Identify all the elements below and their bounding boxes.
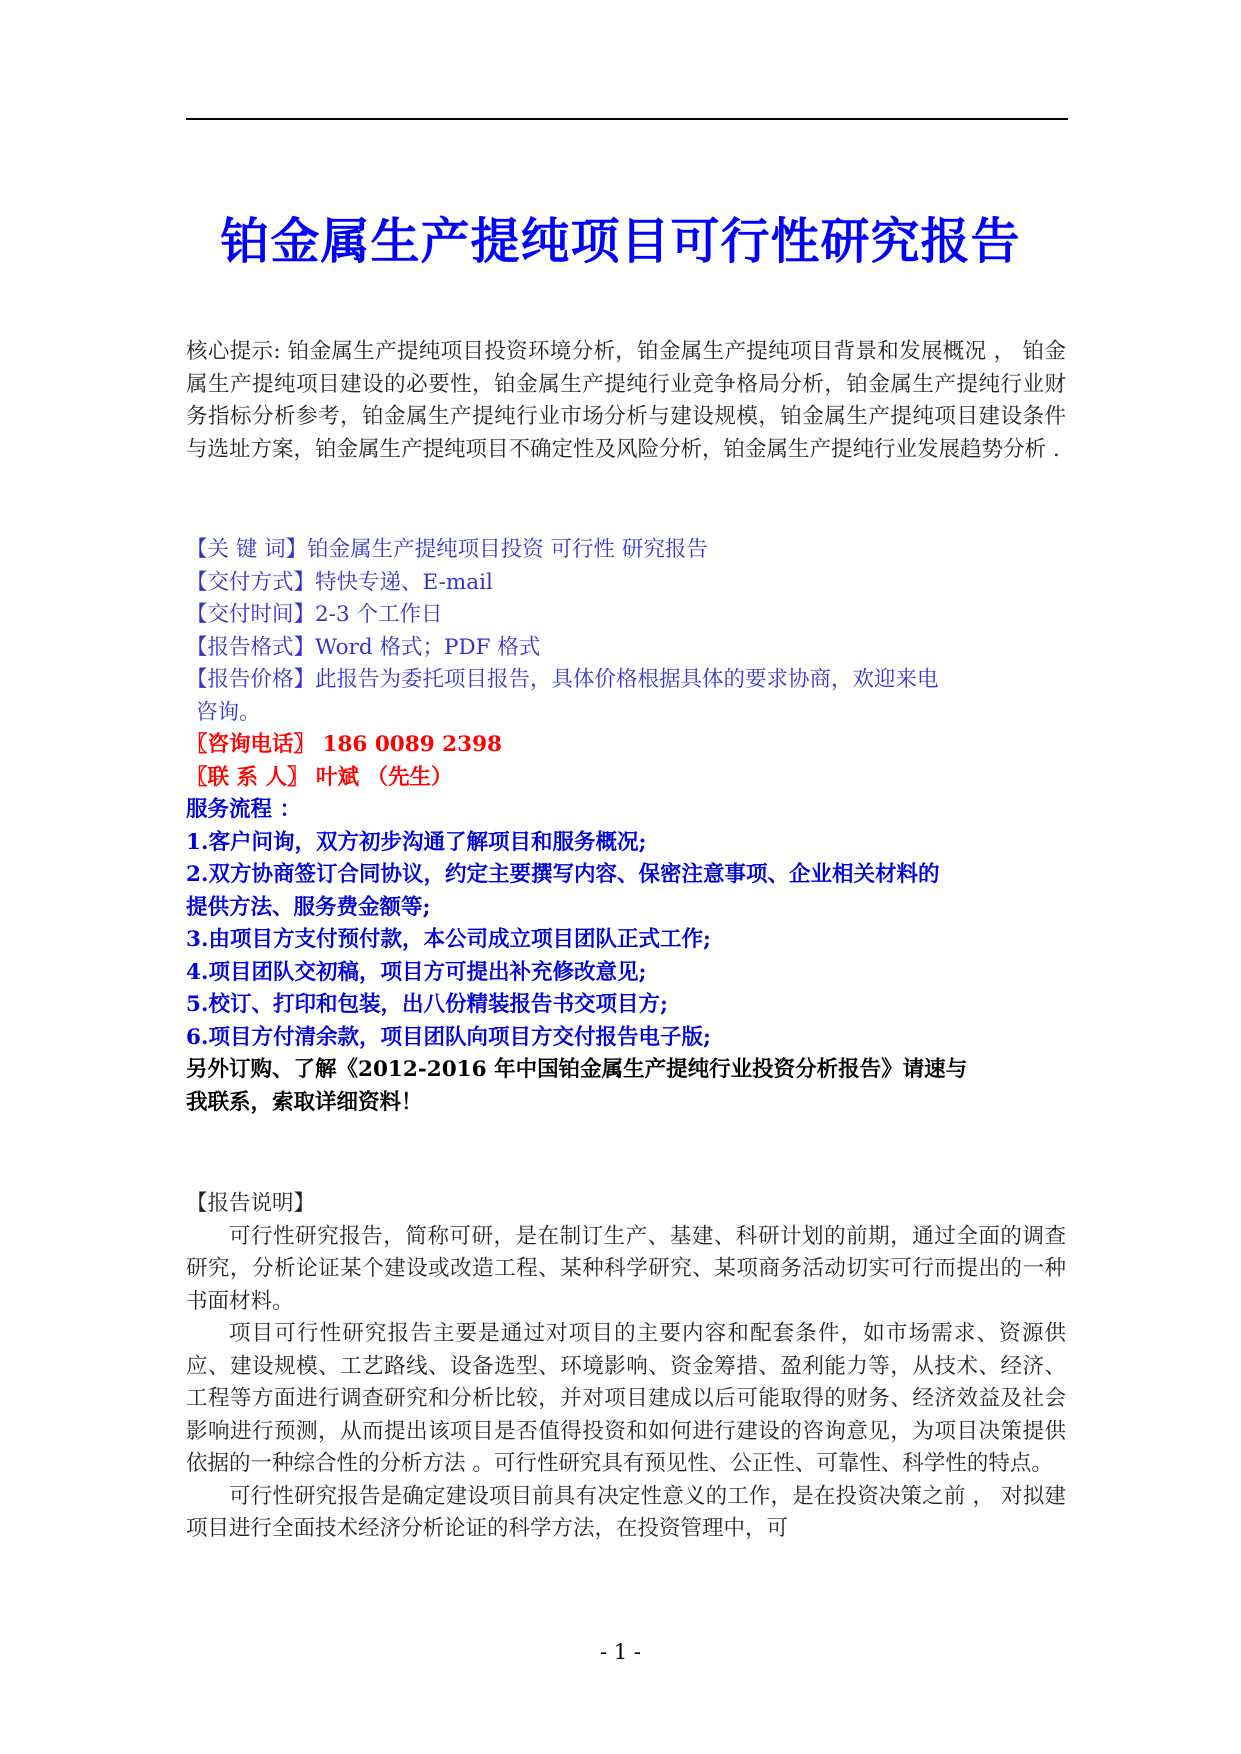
order-notice: 另外订购、了解《2012-2016 年中国铂金属生产提纯行业投资分析报告》请速与 <box>186 1057 968 1082</box>
delivery-method-line: 【交付方式】特快专递、E-mail <box>186 569 493 595</box>
report-meta <box>186 534 1066 1119</box>
report-price-line: 【报告价格】此报告为委托项目报告，具体价格根据具体的要求协商，欢迎来电 <box>186 667 939 692</box>
delivery-time-line: 【交付时间】2-3 个工作日 <box>186 602 443 627</box>
report-notes <box>186 1188 1066 1546</box>
notes-heading: 【报告说明】 <box>186 1191 316 1216</box>
service-heading: 服务流程 ： <box>186 797 301 822</box>
page-number: - 1 - <box>600 1640 641 1664</box>
notes-paragraph: 可行性研究报告是确定建设项目前具有决定性意义的工作，是在投资决策之前 ， 对拟建项目进行全面技术经济分析论证的科学方法，在投资管理中，可 <box>186 1483 1066 1541</box>
service-step: 3.由项目方支付预付款，本公司成立项目团队正式工作; <box>186 927 711 952</box>
service-step: 5.校订、打印和包装，出八份精装报告书交项目方; <box>186 992 668 1017</box>
header-rule <box>186 118 1068 120</box>
notes-paragraph: 可行性研究报告，简称可研，是在制订生产、基建、科研计划的前期，通过全面的调查研究，分析论证某个建设或改造工程、某种科学研究、某项商务活动切实可行而提出的一种书面材料。 <box>186 1223 1066 1314</box>
service-step: 6.项目方付清余款，项目团队向项目方交付报告电子版; <box>186 1024 711 1050</box>
report-price-line-2: 咨询。 <box>196 699 261 725</box>
contact-person-line: 〖联 系 人〗 叶斌 （先生） <box>186 764 453 790</box>
core-summary: 核心提示: 铂金属生产提纯项目投资环境分析，铂金属生产提纯项目背景和发展概况 ， 铂金属生产提纯项目建设的必要性，铂金属生产提纯行业竞争格局分析，铂金属生产提纯行业财务指标分析参考，铂金属生产提纯行业市场分析与建设规模，铂金属生产提纯项目建设条件与选址方案，铂金属生产提纯项目不确定性及风险分析，铂金属生产提纯行业发展趋势分析 . <box>186 339 1066 462</box>
service-step: 2.双方协商签订合同协议，约定主要撰写内容、保密注意事项、企业相关材料的 <box>186 862 940 887</box>
consult-phone-line: 〖咨询电话〗 186 0089 2398 <box>186 732 503 757</box>
report-format-line: 【报告格式】Word 格式；PDF 格式 <box>186 634 541 660</box>
service-step: 4.项目团队交初稿，项目方可提出补充修改意见; <box>186 959 647 985</box>
service-step: 提供方法、服务费金额等; <box>186 894 431 920</box>
keywords-line: 【关 键 词】铂金属生产提纯项目投资 可行性 研究报告 <box>186 537 708 562</box>
notes-paragraph: 项目可行性研究报告主要是通过对项目的主要内容和配套条件，如市场需求、资源供应、建设规模、工艺路线、设备选型、环境影响、资金筹措、盈利能力等，从技术、经济、工程等方面进行调查研究和分析比较，并对项目建成以后可能取得的财务、经济效益及社会影响进行预测，从而提出该项目是否值得投资和如何进行建设的咨询意见，为项目决策提供依据的一种综合性的分析方法 。可行性研究具有预见性、公正性、可靠性、科学性的特点。 <box>186 1321 1066 1476</box>
document-title: 铂金属生产提纯项目可行性研究报告 <box>220 213 1021 270</box>
order-notice-2: 我联系，索取详细资料！ <box>186 1089 423 1115</box>
service-step: 1.客户问询，双方初步沟通了解项目和服务概况; <box>186 829 647 855</box>
